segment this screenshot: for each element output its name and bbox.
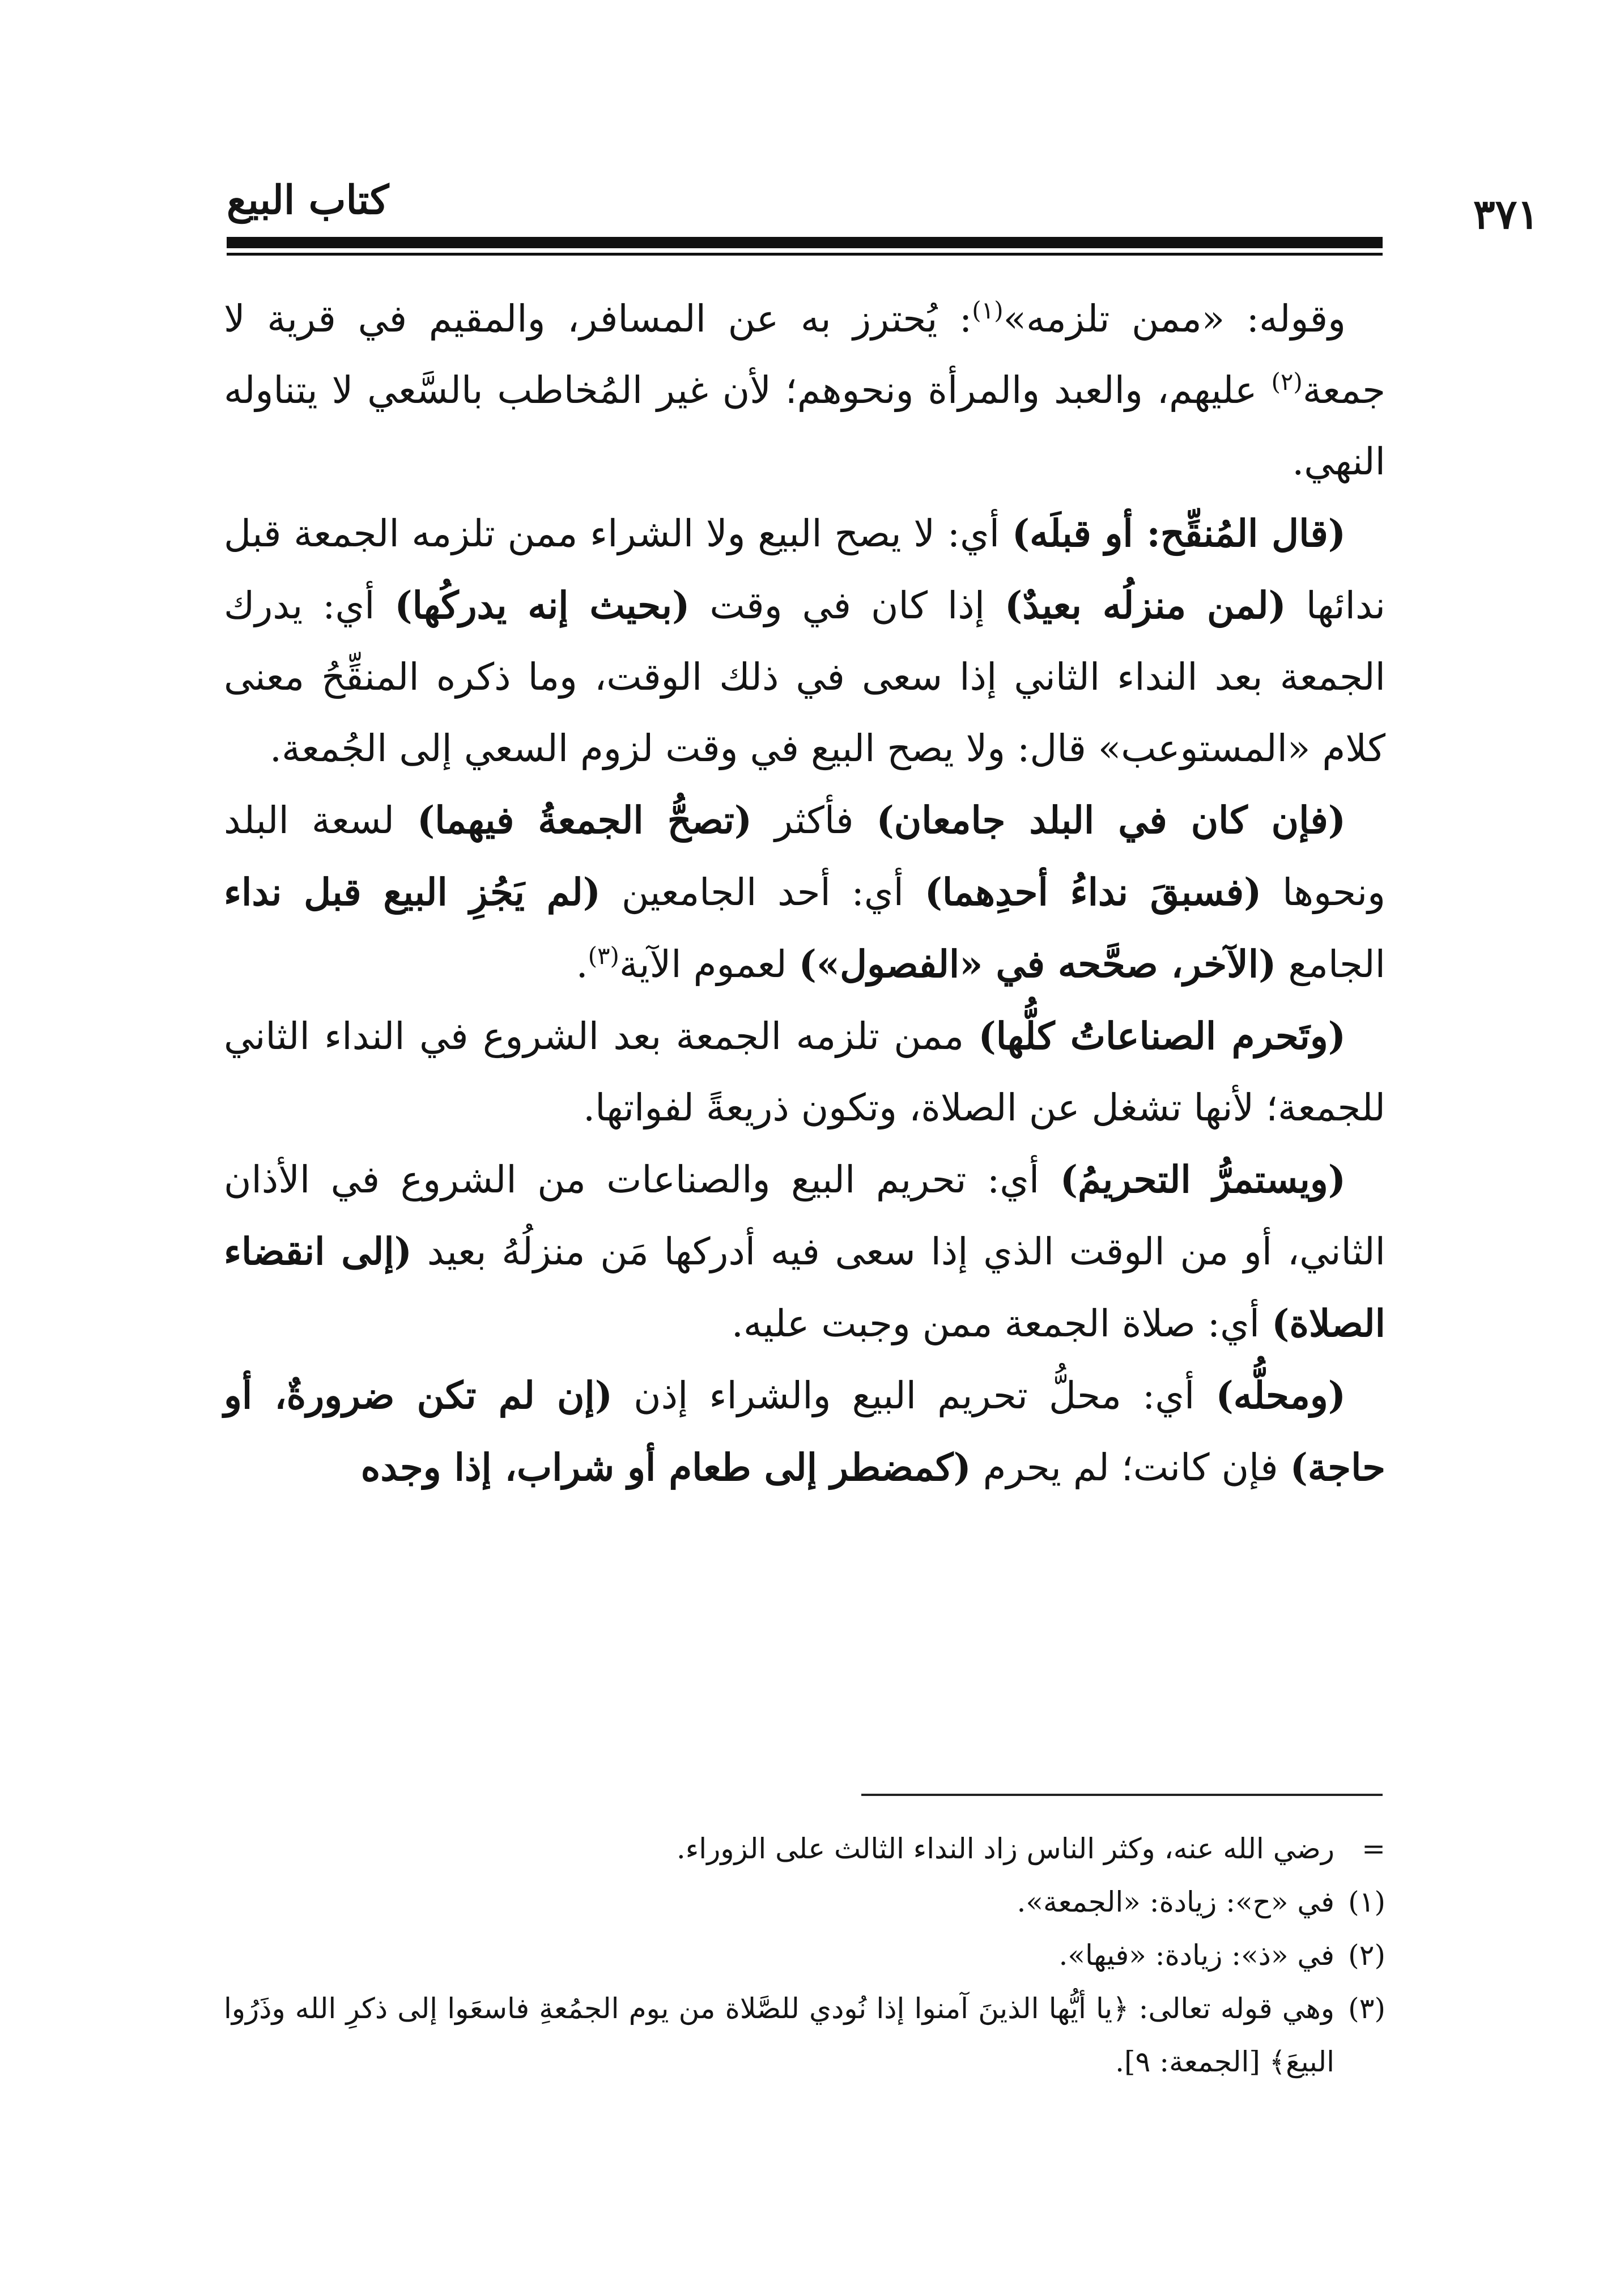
footnote-marker: (٣): [1348, 1992, 1385, 2025]
footnote-ref-2: (٢): [1271, 368, 1303, 396]
paragraph-3: (فإن كان في البلد جامعان) فأكثر (تصحُّ الجمعةُ فيهما) لسعة البلد ونحوها (فسبقَ نداءُ أحدِهما) أي: أحد الجامعين (لم يَجُزِ البيع قبل نداء الجامع (الآخر، صحَّحه في «الفصول») لعموم الآية$^{(٣)}$.: [224, 798, 1385, 986]
footnote-text: في «ح»: زيادة: «الجمعة».: [1017, 1886, 1334, 1918]
footnote-text: رضي الله عنه، وكثر الناس زاد النداء الثالث على الزوراء.: [676, 1832, 1334, 1865]
main-text: [224, 283, 1385, 1504]
matn-text: (إلى انقضاء الصلاة): [224, 1229, 1385, 1345]
footnote-ref-1: (١): [972, 296, 1004, 324]
matn-text: (فإن كان في البلد جامعان): [876, 798, 1346, 842]
running-header: [227, 164, 1540, 238]
page-number: ٣٧١: [1473, 190, 1540, 238]
paragraph-5: (ويستمرُّ التحريمُ) أي: تحريم البيع والصناعات من الشروع في الأذان الثاني، أو من الوقت الذي إذا سعى فيه أدركها مَن منزلُهُ بعيد (إلى انقضاء الصلاة) أي: صلاة الجمعة ممن وجبت عليه.: [224, 1157, 1385, 1345]
matn-text: (قال المُنقِّح: أو قبلَه): [1011, 511, 1346, 555]
header-rule: [227, 237, 1383, 248]
footnote-3: [224, 1982, 1385, 2088]
header-rule-thin: [227, 253, 1383, 256]
footnote-continuation: [224, 1822, 1385, 1875]
matn-text: (تصحُّ الجمعةُ فيهما): [417, 798, 753, 842]
matn-text: (لمن منزلُه بعيدٌ): [1004, 583, 1286, 627]
matn-text: (ويستمرُّ التحريمُ): [1060, 1157, 1346, 1201]
paragraph-1: وقوله: «ممن تلزمه»$^{(١)}$: يُحترز به عن المسافر، والمقيم في قرية لا جمعة$^{(٢)}$ عليهم، والعبد والمرأة ونحوهم؛ لأن غير المُخاطب بالسَّعي لا يتناوله النهي.: [224, 296, 1385, 483]
paragraph-6: (ومحلُّه) أي: محلُّ تحريم البيع والشراء إذن (إن لم تكن ضرورةٌ، أو حاجة) فإن كانت؛ لم يحرم (كمضطر إلى طعام أو شراب، إذا وجده: [224, 1373, 1385, 1489]
footnote-marker: (٢): [1348, 1939, 1385, 1972]
matn-text: (فسبقَ نداءُ أحدِهما): [924, 870, 1262, 914]
paragraph-2: (قال المُنقِّح: أو قبلَه) أي: لا يصح البيع ولا الشراء ممن تلزمه الجمعة قبل ندائها (لمن منزلُه بعيدٌ) إذا كان في وقت (بحيث إنه يدركُها) أي: يدرك الجمعة بعد النداء الثاني إذا سعى في ذلك الوقت، وما ذكره المنقِّحُ معنى كلام «المستوعب» قال: ولا يصح البيع في وقت لزوم السعي إلى الجُمعة.: [224, 511, 1385, 770]
matn-text: (وتَحرم الصناعاتُ كلُّها): [978, 1014, 1346, 1058]
matn-text: (كمضطر إلى طعام أو شراب، إذا وجده: [360, 1445, 971, 1489]
footnotes: [224, 1822, 1385, 2088]
matn-text: (ومحلُّه): [1215, 1373, 1346, 1417]
footnote-text: في «ذ»: زيادة: «فيها».: [1058, 1939, 1334, 1972]
footnote-1: [224, 1875, 1385, 1929]
matn-text: (بحيث إنه يدركُها): [394, 583, 690, 627]
footnote-text: وهي قوله تعالى: ﴿يا أيُّها الذينَ آمنوا إذا نُودي للصَّلاة من يوم الجمُعةِ فاسعَوا إلى ذكرِ الله وذَرُوا البيعَ﴾ [الجمعة: ٩].: [224, 1992, 1334, 2078]
matn-text: (إن لم تكن ضرورةٌ، أو حاجة): [224, 1373, 1385, 1489]
footnote-2: [224, 1929, 1385, 1982]
footnote-marker: (١): [1348, 1886, 1385, 1918]
footnote-separator: [861, 1794, 1383, 1796]
book-title: كتاب البيع: [227, 176, 389, 223]
footnote-marker: =: [1362, 1832, 1385, 1865]
matn-text: (لم يَجُزِ البيع قبل نداء: [224, 870, 601, 914]
footnote-ref-3: (٣): [588, 942, 619, 970]
matn-text: (الآخر، صحَّحه في «الفصول»): [798, 942, 1277, 986]
paragraph-4: (وتَحرم الصناعاتُ كلُّها) ممن تلزمه الجمعة بعد الشروع في النداء الثاني للجمعة؛ لأنها تشغل عن الصلاة، وتكون ذريعةً لفواتها.: [224, 1014, 1385, 1129]
